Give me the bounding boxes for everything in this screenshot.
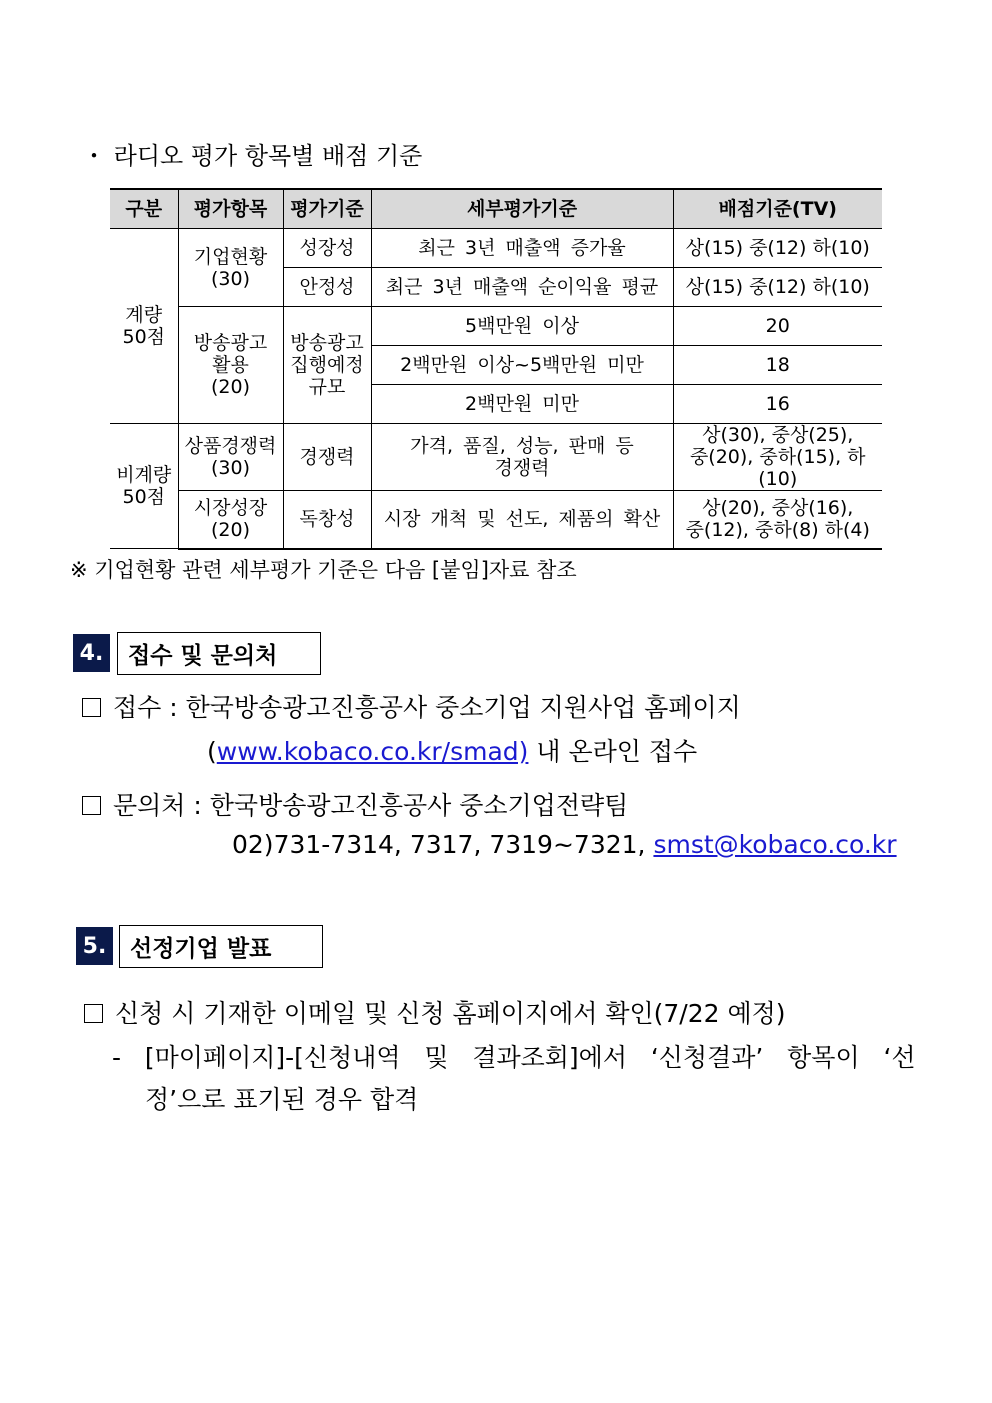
table-note: ※ 기업현황 관련 세부평가 기준은 다음 [붙임]자료 참조	[70, 558, 577, 582]
announce-text: 신청 시 기재한 이메일 및 신청 홈페이지에서 확인(7/22 예정)	[115, 999, 786, 1028]
contact-phone: 02)731-7314, 7317, 7319~7321,	[232, 830, 654, 859]
competitiveness-item: 상품경쟁력 (30)	[178, 424, 283, 491]
nonquant-category: 비계량 50점	[110, 424, 178, 549]
section5-number: 5.	[76, 927, 113, 965]
stability-score: 상(15) 중(12) 하(10)	[673, 268, 882, 307]
receipt-url-line	[207, 732, 697, 768]
contact-details-line	[232, 830, 897, 859]
company-status-item: 기업현황 (30)	[178, 229, 283, 307]
announce-line	[84, 994, 786, 1030]
ad-score: 20	[673, 307, 882, 346]
stability-detail: 최근 3년 매출액 순이익율 평균	[371, 268, 673, 307]
competitiveness-score: 상(30), 중상(25), 중(20), 중하(15), 하(10)	[673, 424, 882, 491]
announce-detail-cont: 정’으로 표기된 경우 합격	[145, 1085, 419, 1114]
receipt-open-paren: (	[207, 737, 217, 766]
section5-title: 선정기업 발표	[119, 925, 323, 968]
ad-detail: 2백만원 미만	[371, 385, 673, 424]
header-detail: 세부평가기준	[371, 189, 673, 229]
section4-title: 접수 및 문의처	[117, 632, 321, 675]
checkbox-icon	[82, 796, 101, 815]
header-item: 평가항목	[178, 189, 283, 229]
receipt-text: 접수 : 한국방송광고진흥공사 중소기업 지원사업 홈페이지	[113, 693, 741, 722]
ad-score: 18	[673, 346, 882, 385]
section-heading: ・ 라디오 평가 항목별 배점 기준	[82, 142, 423, 170]
stability-criteria: 안정성	[283, 268, 371, 307]
ad-plan-criteria: 방송광고 집행예정 규모	[283, 307, 371, 424]
market-score: 상(20), 중상(16), 중(12), 중하(8) 하(4)	[673, 491, 882, 549]
receipt-line	[82, 688, 741, 724]
checkbox-icon	[82, 698, 101, 717]
market-detail: 시장 개척 및 선도, 제품의 확산	[371, 491, 673, 549]
growth-criteria: 성장성	[283, 229, 371, 268]
growth-detail: 최근 3년 매출액 증가율	[371, 229, 673, 268]
header-score: 배점기준(TV)	[673, 189, 882, 229]
receipt-url-link[interactable]: www.kobaco.co.kr/smad)	[216, 737, 529, 766]
market-growth-item: 시장성장 (20)	[178, 491, 283, 549]
ad-usage-item: 방송광고 활용 (20)	[178, 307, 283, 424]
originality-criteria: 독창성	[283, 491, 371, 549]
ad-detail: 2백만원 이상~5백만원 미만	[371, 346, 673, 385]
header-category: 구분	[110, 189, 178, 229]
contact-email-link[interactable]: smst@kobaco.co.kr	[653, 830, 897, 859]
ad-detail: 5백만원 이상	[371, 307, 673, 346]
ad-score: 16	[673, 385, 882, 424]
competitiveness-criteria: 경쟁력	[283, 424, 371, 491]
section4-number: 4.	[73, 634, 110, 672]
competitiveness-detail: 가격, 품질, 성능, 판매 등 경쟁력	[371, 424, 673, 491]
quant-category: 계량 50점	[110, 229, 178, 424]
header-criteria: 평가기준	[283, 189, 371, 229]
receipt-suffix: 내 온라인 접수	[528, 737, 698, 766]
announce-detail: - [마이페이지]-[신청내역 및 결과조회]에서 ‘신청결과’ 항목이 ‘선	[112, 1043, 916, 1072]
contact-line	[82, 786, 628, 822]
growth-score: 상(15) 중(12) 하(10)	[673, 229, 882, 268]
contact-text: 문의처 : 한국방송광고진흥공사 중소기업전략팀	[113, 791, 629, 820]
scoring-table	[110, 188, 882, 550]
checkbox-icon	[84, 1004, 103, 1023]
